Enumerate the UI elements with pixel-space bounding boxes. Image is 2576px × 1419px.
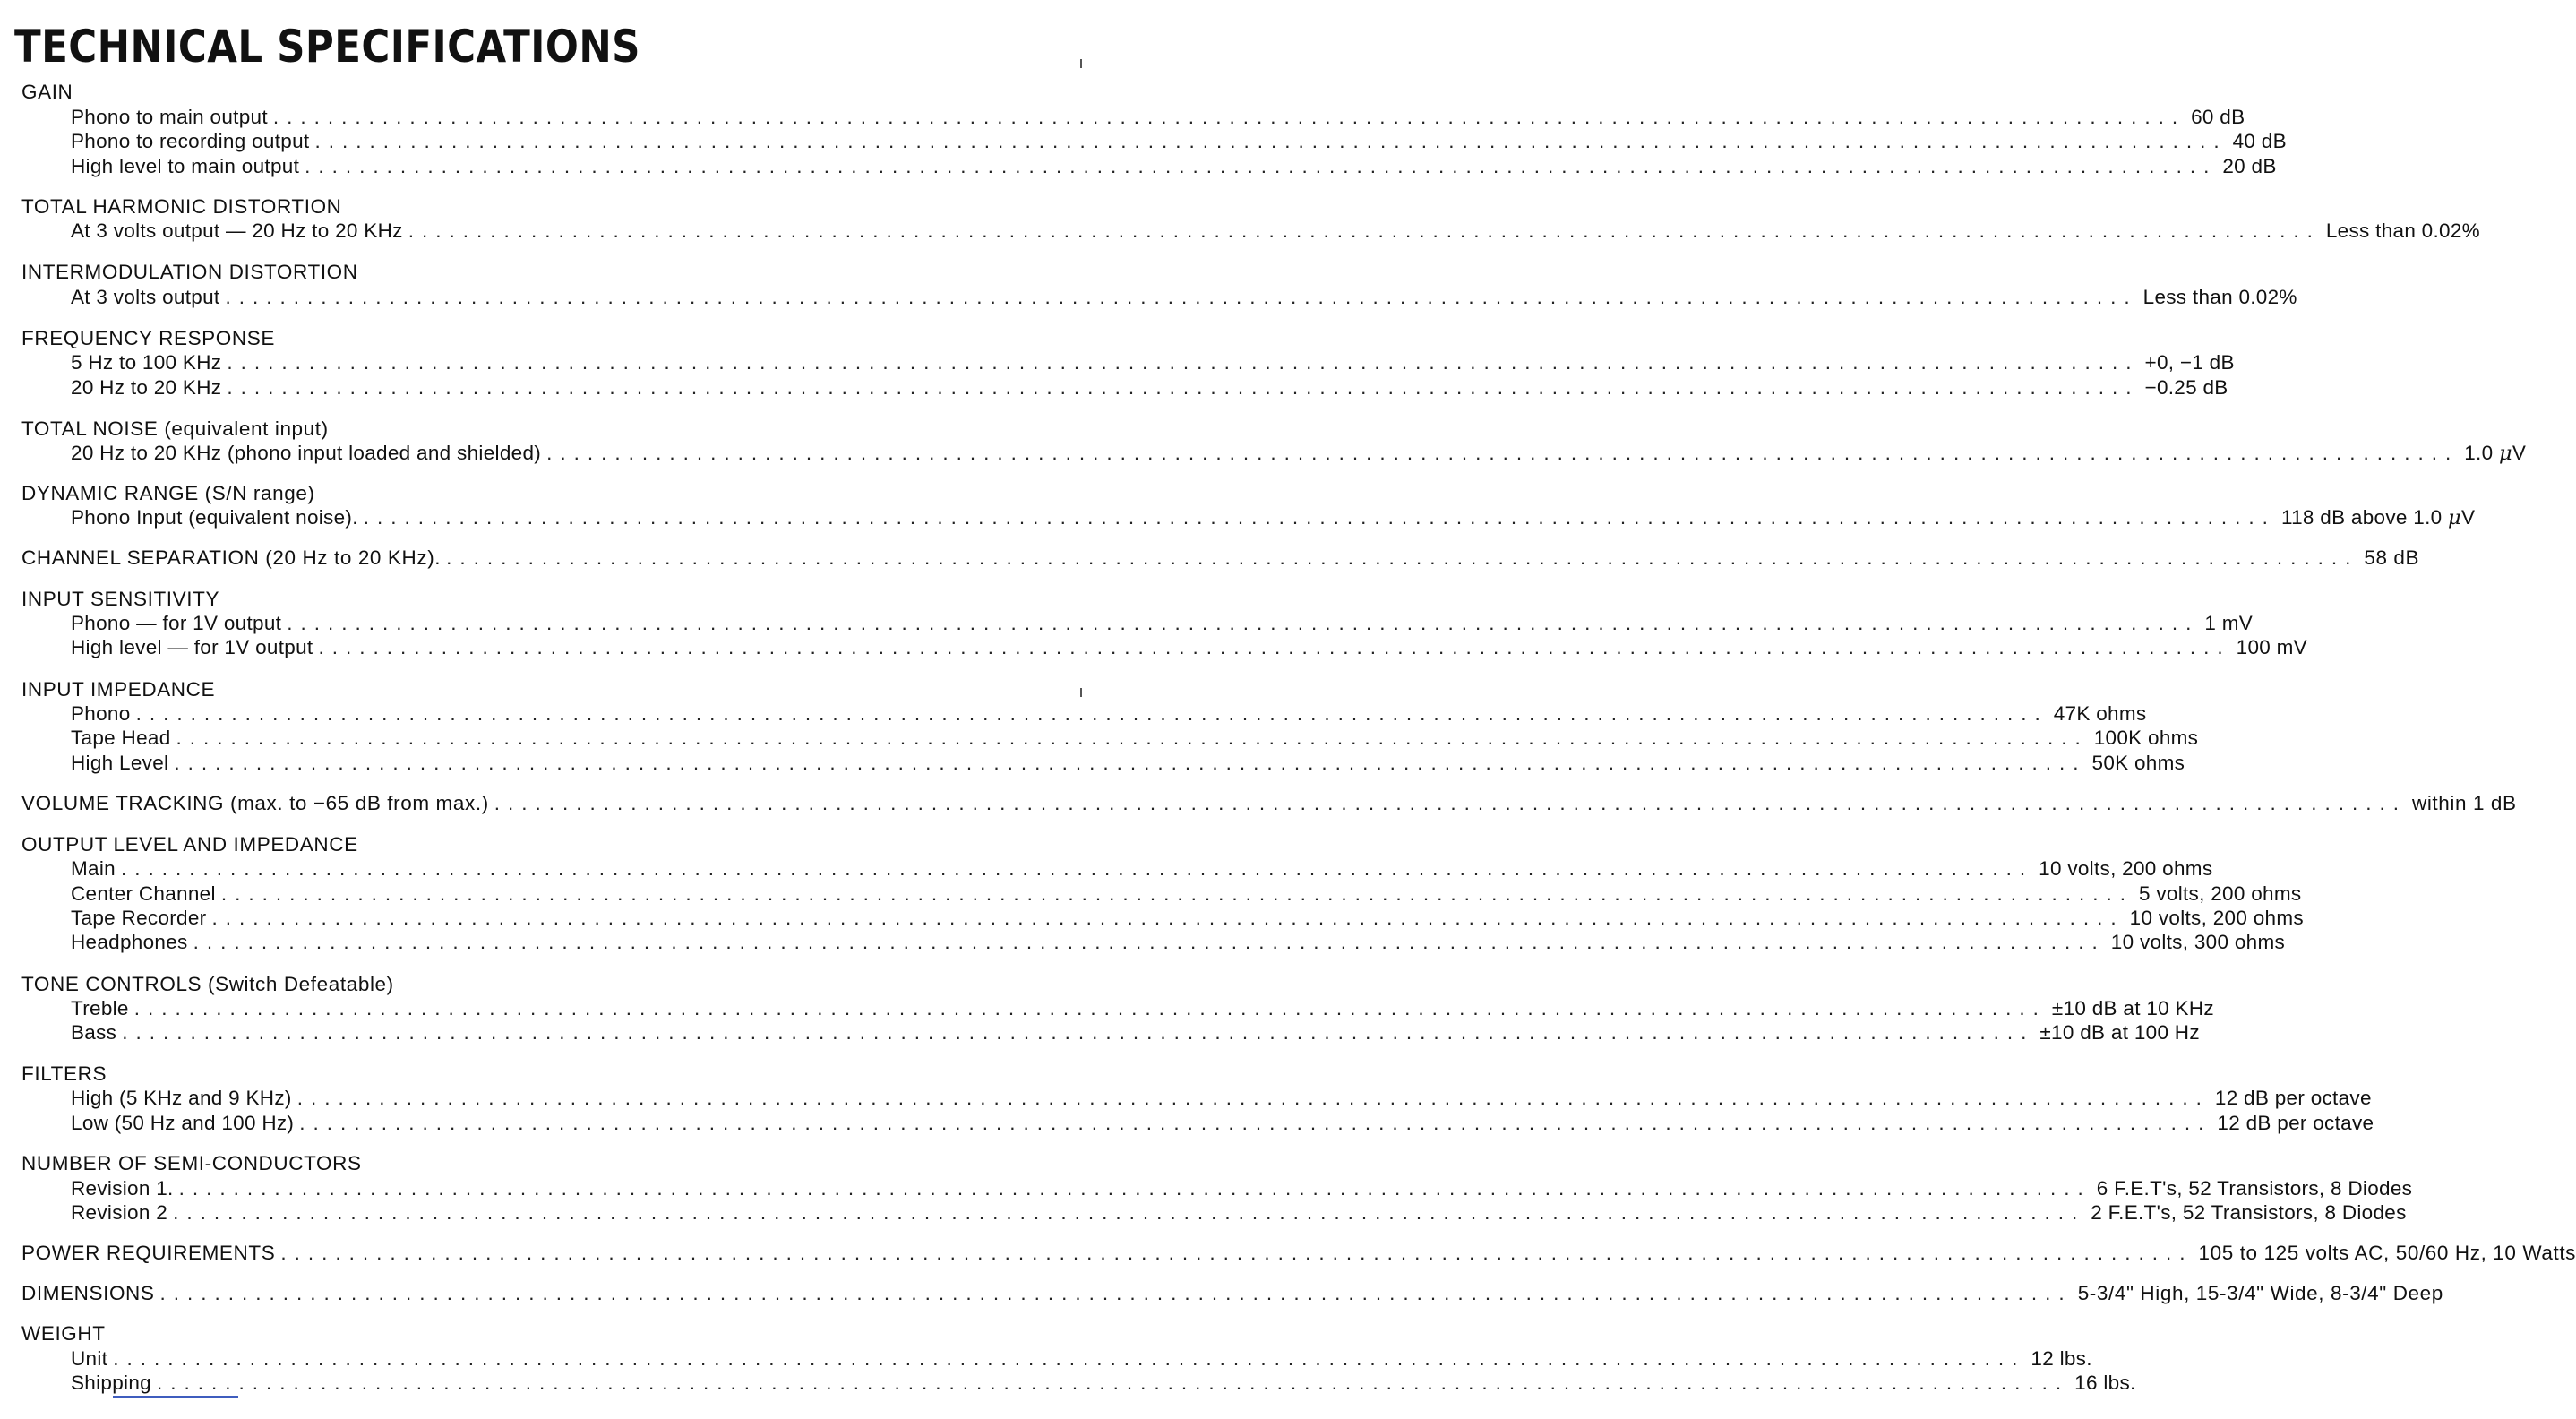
spec-row — [71, 726, 2199, 750]
spec-label: High level — for 1V output — [71, 636, 313, 658]
section-heading: DYNAMIC RANGE (S/N range) — [21, 482, 315, 504]
spec-label: Phono to main output — [71, 106, 268, 128]
spec-value — [2281, 505, 2475, 530]
dot-leader: ............................................................................................................................................ — [446, 546, 2359, 569]
section-heading: INPUT IMPEDANCE — [21, 678, 216, 701]
spec-value: −0.25 dB — [2144, 376, 2228, 399]
spec-value — [2464, 441, 2526, 466]
spec-label: Revision 1. — [71, 1177, 174, 1200]
section-heading: FREQUENCY RESPONSE — [21, 327, 275, 349]
spec-row — [71, 906, 2304, 930]
dot-leader: ............................................................................................................................................ — [227, 376, 2140, 399]
spec-label: At 3 volts output — 20 Hz to 20 KHz — [71, 219, 403, 242]
dot-leader: ............................................................................................................................................ — [280, 1242, 2194, 1264]
spec-row — [71, 856, 2213, 881]
spec-label: 5 Hz to 100 KHz — [71, 351, 222, 374]
spec-value: Less than 0.02% — [2142, 286, 2297, 308]
section-heading: OUTPUT LEVEL AND IMPEDANCE — [21, 833, 358, 856]
spec-label: 20 Hz to 20 KHz (phono input loaded and shielded) — [71, 442, 542, 464]
dot-leader: ............................................................................................................................................ — [178, 1177, 2091, 1200]
margin-mark — [1080, 688, 1082, 697]
spec-value: 60 dB — [2191, 106, 2245, 128]
spec-row — [71, 930, 2286, 954]
spec-label: Phono — for 1V output — [71, 612, 282, 634]
spec-value: 10 volts, 200 ohms — [2039, 857, 2213, 880]
spec-row — [21, 791, 2517, 815]
value-unit: V — [2460, 506, 2476, 529]
section-heading: TOTAL NOISE (equivalent input) — [21, 417, 329, 440]
spec-row — [71, 1371, 2136, 1395]
section-heading: INTERMODULATION DISTORTION — [21, 261, 358, 283]
spec-value: 5-3/4" High, 15-3/4" Wide, 8-3/4" Deep — [2077, 1282, 2443, 1304]
dot-leader: ............................................................................................................................................ — [299, 1112, 2212, 1134]
spec-value: 50K ohms — [2091, 752, 2185, 774]
spec-row — [71, 505, 2476, 529]
spec-label: VOLUME TRACKING (max. to −65 dB from max.) — [21, 792, 489, 814]
spec-row — [71, 635, 2307, 659]
spec-value: ±10 dB at 10 KHz — [2051, 997, 2214, 1019]
spec-label: Low (50 Hz and 100 Hz) — [71, 1112, 295, 1134]
dot-leader: ............................................................................................................................................ — [296, 1087, 2210, 1109]
spec-row — [71, 219, 2480, 243]
dot-leader: ............................................................................................................................................ — [494, 792, 2407, 814]
spec-value: 47K ohms — [2053, 702, 2147, 725]
value-number: 118 dB above 1.0 — [2280, 506, 2449, 529]
dot-leader: ............................................................................................................................................ — [156, 1372, 2070, 1394]
spec-row — [21, 546, 2420, 570]
dot-leader: ............................................................................................................................................ — [176, 727, 2089, 749]
spec-label: Bass — [71, 1021, 117, 1044]
dot-leader: ............................................................................................................................................ — [305, 155, 2218, 177]
dot-leader: ............................................................................................................................................ — [272, 106, 2186, 128]
spec-value: +0, −1 dB — [2144, 351, 2235, 374]
spec-label: Main — [71, 857, 116, 880]
value-unit: V — [2512, 442, 2527, 464]
spec-row — [71, 611, 2254, 635]
spec-value: 12 lbs. — [2031, 1347, 2092, 1370]
link-underline — [113, 1396, 238, 1398]
spec-label: DIMENSIONS — [21, 1282, 155, 1304]
section-heading: TONE CONTROLS (Switch Defeatable) — [21, 973, 394, 995]
margin-mark — [1080, 59, 1082, 68]
spec-label: High level to main output — [71, 155, 300, 177]
section-heading: GAIN — [21, 81, 73, 103]
spec-row — [71, 1200, 2407, 1225]
spec-value: 100K ohms — [2093, 727, 2199, 749]
dot-leader: ............................................................................................................................................ — [159, 1282, 2073, 1304]
spec-value: within 1 dB — [2411, 792, 2517, 814]
spec-value: 20 dB — [2222, 155, 2277, 177]
dot-leader: ............................................................................................................................................ — [120, 857, 2034, 880]
dot-leader: ............................................................................................................................................ — [193, 931, 2106, 953]
dot-leader: ............................................................................................................................................ — [314, 130, 2228, 152]
spec-row — [71, 701, 2147, 726]
spec-label: Phono Input (equivalent noise). — [71, 506, 358, 529]
section-heading: FILTERS — [21, 1062, 107, 1085]
spec-row — [71, 1086, 2372, 1110]
dot-leader: ............................................................................................................................................ — [287, 612, 2200, 634]
section-heading: WEIGHT — [21, 1322, 106, 1345]
spec-value: Less than 0.02% — [2325, 219, 2480, 242]
spec-row — [71, 1020, 2200, 1045]
spec-value: 5 volts, 200 ohms — [2138, 882, 2302, 905]
spec-row — [21, 1241, 2576, 1265]
dot-leader: ............................................................................................................................................ — [227, 351, 2140, 374]
spec-label: Tape Head — [71, 727, 171, 749]
spec-label: Phono — [71, 702, 131, 725]
spec-value: 100 mV — [2236, 636, 2307, 658]
spec-value: 12 dB per octave — [2214, 1087, 2372, 1109]
section-heading: NUMBER OF SEMI-CONDUCTORS — [21, 1152, 362, 1174]
spec-row — [71, 441, 2527, 465]
micro-symbol: μ — [2498, 442, 2512, 465]
spec-label: Revision 2 — [71, 1201, 168, 1224]
section-heading: INPUT SENSITIVITY — [21, 588, 220, 610]
spec-label: Treble — [71, 997, 129, 1019]
spec-row — [71, 1111, 2374, 1135]
spec-row — [71, 1176, 2413, 1200]
spec-row — [71, 882, 2302, 906]
spec-value: ±10 dB at 100 Hz — [2039, 1021, 2200, 1044]
spec-label: Unit — [71, 1347, 108, 1370]
spec-row — [71, 1346, 2092, 1371]
spec-row — [71, 154, 2277, 178]
page-title: TECHNICAL SPECIFICATIONS — [14, 21, 640, 73]
spec-label: High Level — [71, 752, 169, 774]
spec-label: At 3 volts output — [71, 286, 220, 308]
spec-value: 16 lbs. — [2074, 1372, 2136, 1394]
dot-leader: ............................................................................................................................................ — [318, 636, 2231, 658]
spec-row — [71, 350, 2235, 374]
dot-leader: ............................................................................................................................................ — [220, 882, 2134, 905]
spec-value: 58 dB — [2364, 546, 2420, 569]
spec-value: 10 volts, 200 ohms — [2129, 907, 2304, 929]
dot-leader: ............................................................................................................................................ — [113, 1347, 2026, 1370]
dot-leader: ............................................................................................................................................ — [122, 1021, 2035, 1044]
spec-value: 2 F.E.T's, 52 Transistors, 8 Diodes — [2091, 1201, 2407, 1224]
dot-leader: ............................................................................................................................................ — [408, 219, 2321, 242]
dot-leader: ............................................................................................................................................ — [135, 702, 2048, 725]
dot-leader: ............................................................................................................................................ — [546, 442, 2460, 464]
spec-value: 10 volts, 300 ohms — [2110, 931, 2286, 953]
spec-row — [21, 1281, 2443, 1305]
spec-label: Center Channel — [71, 882, 216, 905]
spec-value: 1 mV — [2204, 612, 2254, 634]
dot-leader: ............................................................................................................................................ — [363, 506, 2276, 529]
spec-row — [71, 129, 2287, 153]
dot-leader: ............................................................................................................................................ — [133, 997, 2047, 1019]
spec-value: 105 to 125 volts AC, 50/60 Hz, 10 Watts — [2198, 1242, 2576, 1264]
spec-label: Shipping — [71, 1372, 151, 1394]
spec-row — [71, 105, 2245, 129]
spec-label: Phono to recording output — [71, 130, 310, 152]
spec-value: 6 F.E.T's, 52 Transistors, 8 Diodes — [2096, 1177, 2413, 1200]
spec-row — [71, 375, 2228, 400]
spec-value: 40 dB — [2232, 130, 2287, 152]
value-number: 1.0 — [2464, 442, 2499, 464]
spec-label: Headphones — [71, 931, 188, 953]
dot-leader: ............................................................................................................................................ — [211, 907, 2125, 929]
spec-label: POWER REQUIREMENTS — [21, 1242, 276, 1264]
spec-label: Tape Recorder — [71, 907, 207, 929]
dot-leader: ............................................................................................................................................ — [174, 752, 2087, 774]
spec-value: 12 dB per octave — [2217, 1112, 2374, 1134]
dot-leader: ............................................................................................................................................ — [173, 1201, 2086, 1224]
spec-label: High (5 KHz and 9 KHz) — [71, 1087, 292, 1109]
spec-label: 20 Hz to 20 KHz — [71, 376, 222, 399]
spec-row — [71, 285, 2297, 309]
dot-leader: ............................................................................................................................................ — [225, 286, 2138, 308]
spec-row — [71, 751, 2185, 775]
micro-symbol: μ — [2448, 506, 2461, 529]
section-heading: TOTAL HARMONIC DISTORTION — [21, 195, 342, 218]
spec-label: CHANNEL SEPARATION (20 Hz to 20 KHz). — [21, 546, 442, 569]
spec-row — [71, 996, 2214, 1020]
